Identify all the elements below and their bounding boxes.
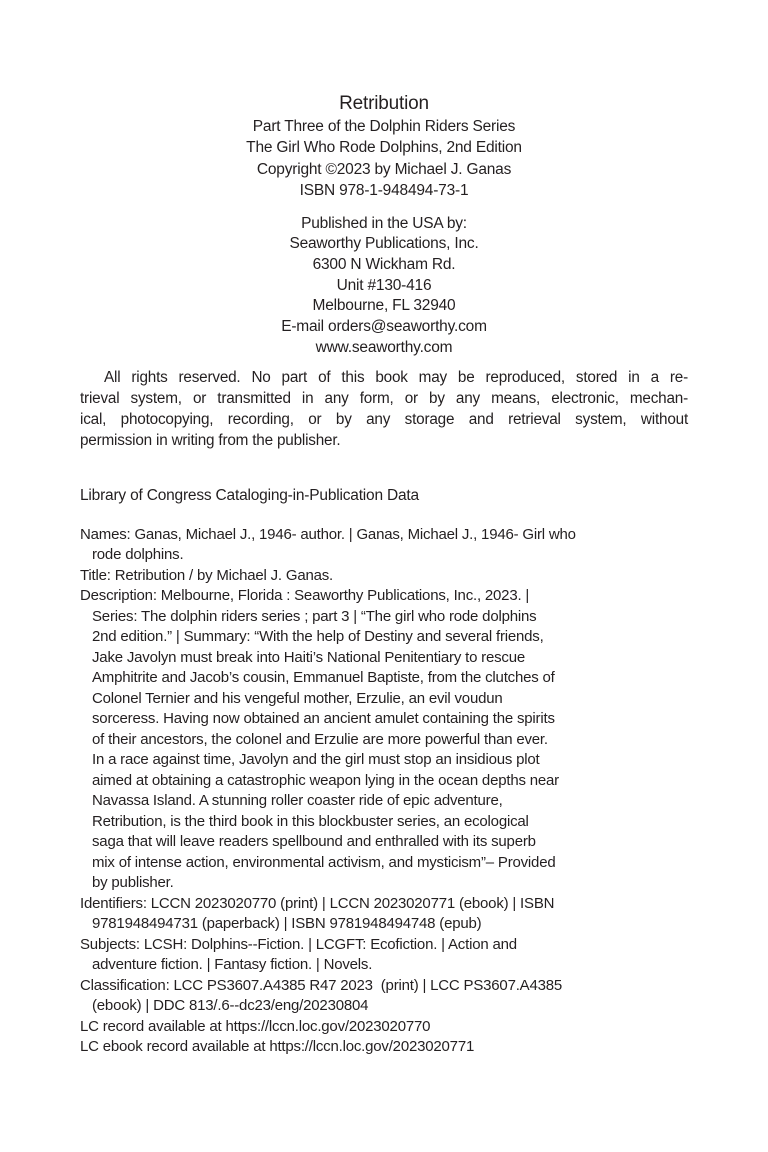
rights-paragraph-lines <box>80 367 688 451</box>
cip-line: aimed at obtaining a catastrophic weapon lying in the ocean depths near <box>92 771 559 789</box>
cip-line: 9781948494731 (paperback) | ISBN 9781948494748 (epub) <box>92 915 482 933</box>
title-line: ISBN 978-1-948494-73-1 <box>299 182 469 200</box>
cip-heading: Library of Congress Cataloging-in-Publication Data <box>80 486 419 504</box>
publisher-line: Seaworthy Publications, Inc. <box>289 235 479 253</box>
cip-line: (ebook) | DDC 813/.6--dc23/eng/20230804 <box>92 997 369 1015</box>
cip-line: Classification: LCC PS3607.A4385 R47 2023 (print) | LCC PS3607.A4385 <box>80 976 563 994</box>
cip-line: of their ancestors, the colonel and Erzulie are more powerful than ever. <box>92 730 548 748</box>
cip-line: sorceress. Having now obtained an ancient amulet containing the spirits <box>92 710 555 728</box>
publisher-line: Unit #130-416 <box>336 276 432 294</box>
cip-line: 2nd edition.” | Summary: “With the help of Destiny and several friends, <box>92 628 544 646</box>
cip-line: adventure fiction. | Fantasy fiction. | Novels. <box>92 956 373 974</box>
publisher-line: Published in the USA by: <box>301 214 467 232</box>
publisher-line: 6300 N Wickham Rd. <box>312 256 456 274</box>
title-line: Part Three of the Dolphin Riders Series <box>252 118 516 135</box>
cip-block <box>80 525 688 1058</box>
rights-line: permission in writing from the publisher. <box>80 431 341 449</box>
publisher-line: E-mail orders@seaworthy.com <box>281 318 487 336</box>
publisher-block-lines <box>80 214 688 359</box>
title-line: Copyright ©2023 by Michael J. Ganas <box>256 160 512 178</box>
publisher-line: www.seaworthy.com <box>315 338 453 356</box>
cip-line: rode dolphins. <box>92 546 184 564</box>
cip-line: saga that will leave readers spellbound and enthralled with its superb <box>92 833 536 851</box>
cip-line: Retribution, is the third book in this blockbuster series, an ecological <box>92 812 529 830</box>
cip-line: mix of intense action, environmental activism, and mysticism”– Provided <box>92 853 556 871</box>
cip-line: Title: Retribution / by Michael J. Ganas. <box>80 566 334 584</box>
cip-line: Description: Melbourne, Florida : Seaworthy Publications, Inc., 2023. | <box>80 587 530 605</box>
cip-line: Colonel Ternier and his vengeful mother, Erzulie, an evil voudun <box>92 689 503 707</box>
rights-line: trieval system, or transmitted in any form, or by any means, electronic, mechan- <box>80 389 688 407</box>
cip-line: Jake Javolyn must break into Haiti’s National Penitentiary to rescue <box>92 648 526 666</box>
cip-block-lines <box>80 525 688 1058</box>
title-block-lines <box>80 116 688 202</box>
copyright-page <box>80 92 688 1058</box>
rights-line: ical, photocopying, recording, or by any storage and retrieval system, without <box>80 410 688 428</box>
cip-line: Identifiers: LCCN 2023020770 (print) | LCCN 2023020771 (ebook) | ISBN <box>80 894 555 912</box>
title-line: The Girl Who Rode Dolphins, 2nd Edition <box>246 139 522 157</box>
cip-line: In a race against time, Javolyn and the girl must stop an insidious plot <box>92 751 540 769</box>
title-block <box>80 92 688 202</box>
book-title: Retribution <box>339 93 429 114</box>
rights-line: All rights reserved. No part of this book may be reproduced, stored in a re- <box>104 368 688 386</box>
rights-paragraph <box>80 367 688 451</box>
publisher-line: Melbourne, FL 32940 <box>312 297 456 315</box>
cip-line: by publisher. <box>92 874 174 892</box>
cip-line: Navassa Island. A stunning roller coaster ride of epic adventure, <box>92 792 503 810</box>
cip-line: Amphitrite and Jacob’s cousin, Emmanuel Baptiste, from the clutches of <box>92 669 555 687</box>
cip-line: LC record available at https://lccn.loc.gov/2023020770 <box>80 1017 431 1035</box>
cip-line: Subjects: LCSH: Dolphins--Fiction. | LCGFT: Ecofiction. | Action and <box>80 935 517 953</box>
cip-line: Names: Ganas, Michael J., 1946- author. | Ganas, Michael J., 1946- Girl who <box>80 525 576 543</box>
cip-line: LC ebook record available at https://lccn.loc.gov/2023020771 <box>80 1038 475 1056</box>
publisher-block <box>80 214 688 359</box>
cip-line: Series: The dolphin riders series ; part 3 | “The girl who rode dolphins <box>92 607 537 625</box>
